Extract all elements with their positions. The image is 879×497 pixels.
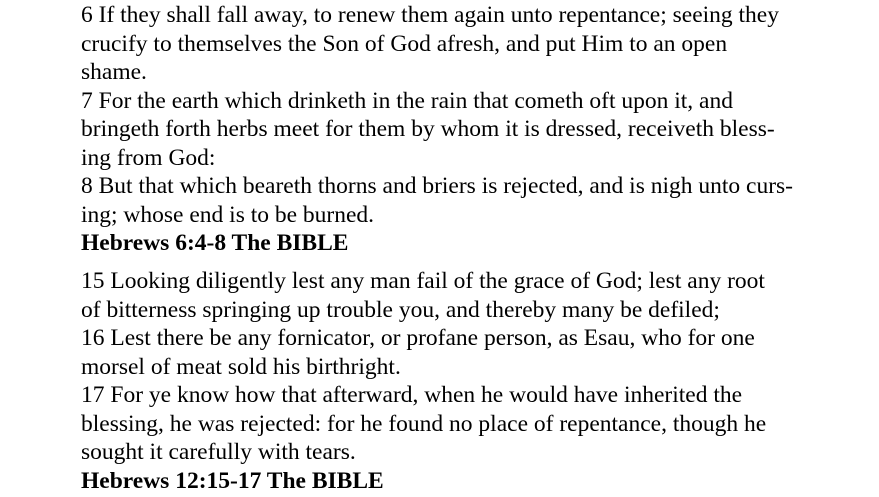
scripture-reference: Hebrews 6:4-8 The BIBLE (81, 230, 349, 256)
scripture-reference: Hebrews 12:15-17 The BIBLE (81, 467, 384, 494)
verse-line: shame. (81, 59, 147, 85)
verse-line: ing; whose end is to be burned. (81, 201, 375, 228)
verse-line: 16 Lest there be any fornicator, or profane person, as Esau, who for one (81, 325, 755, 351)
passage-hebrews-12 (81, 267, 766, 495)
verse-line: 8 But that which beareth thorns and briers is rejected, and is nigh unto curs- (81, 173, 793, 199)
verse-line: morsel of meat sold his birthright. (81, 353, 401, 380)
passage-hebrews-6 (81, 1, 793, 258)
verse-line: sought it carefully with tears. (81, 439, 356, 465)
verse-line: ing from God: (81, 144, 216, 171)
verse-line: 6 If they shall fall away, to renew them again unto repentance; seeing they (81, 2, 779, 28)
verse-line: crucify to themselves the Son of God afresh, and put Him to an open (81, 30, 728, 57)
verse-line: 17 For ye know how that afterward, when he would have inherited the (81, 382, 743, 408)
verse-line: 7 For the earth which drinketh in the rain that cometh oft upon it, and (81, 87, 733, 114)
verse-line: bringeth forth herbs meet for them by whom it is dressed, receiveth bless- (81, 116, 775, 142)
verse-line: of bitterness springing up trouble you, and thereby many be defiled; (81, 296, 720, 323)
verse-line: 15 Looking diligently lest any man fail of the grace of God; lest any root (81, 268, 765, 294)
verse-line: blessing, he was rejected: for he found no place of repentance, though he (81, 410, 767, 437)
